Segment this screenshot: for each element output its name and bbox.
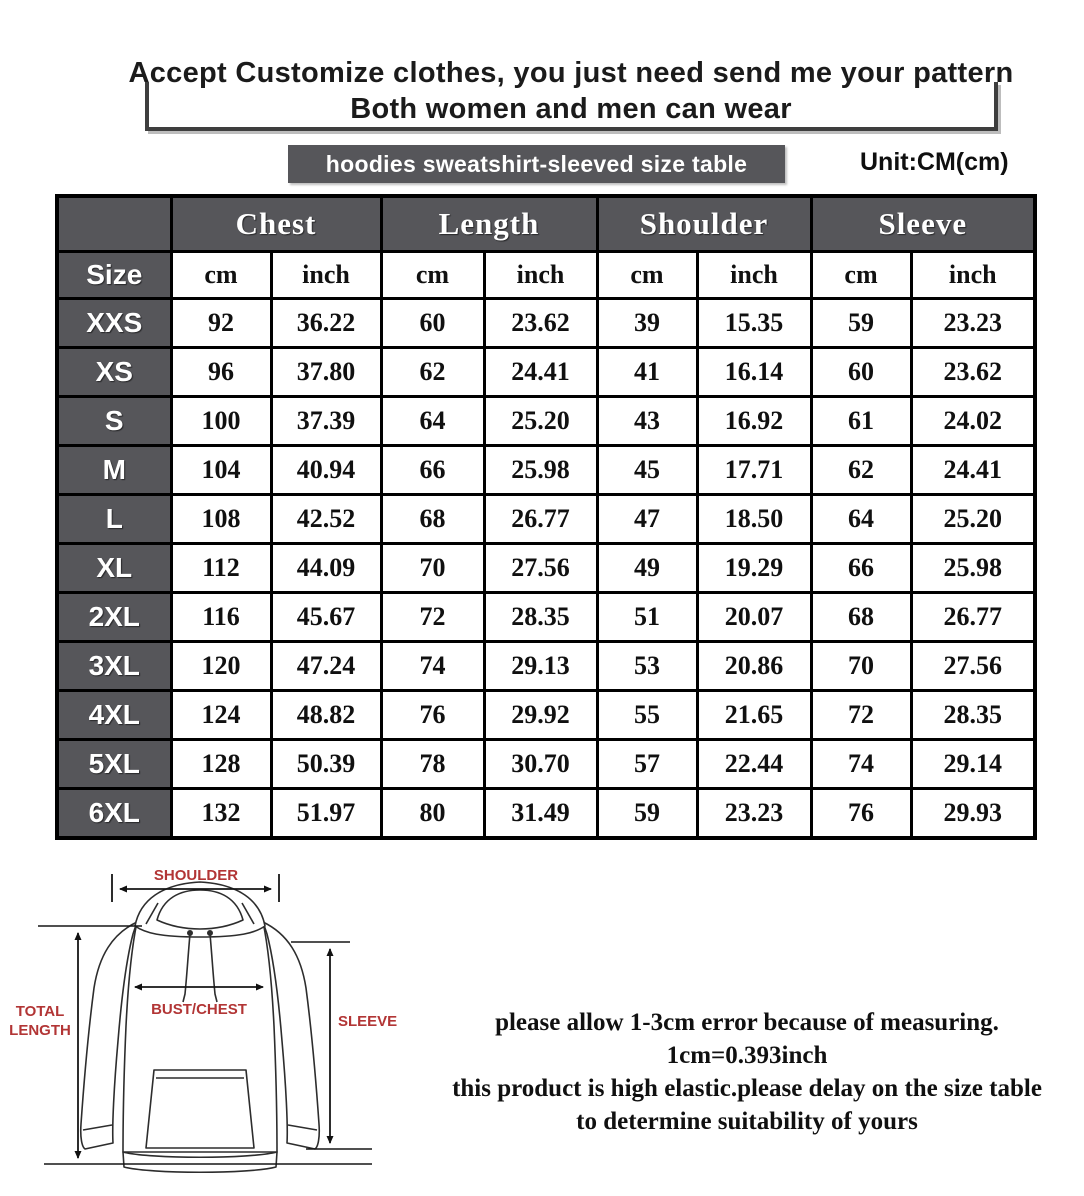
measurement-value: 59	[597, 789, 697, 839]
measurement-value: 30.70	[484, 740, 597, 789]
unit-header-inch: inch	[697, 252, 811, 299]
measurement-value: 15.35	[697, 299, 811, 348]
measurement-value: 128	[171, 740, 271, 789]
measurement-value: 17.71	[697, 446, 811, 495]
size-row-l	[57, 495, 1035, 544]
measurement-value: 25.20	[911, 495, 1035, 544]
size-row-4xl	[57, 691, 1035, 740]
measurement-value: 78	[381, 740, 484, 789]
measurement-value: 45.67	[271, 593, 381, 642]
measurement-value: 39	[597, 299, 697, 348]
measurement-value: 23.62	[484, 299, 597, 348]
measurement-value: 21.65	[697, 691, 811, 740]
measurement-value: 116	[171, 593, 271, 642]
heading-line-2: Both women and men can wear	[350, 93, 792, 125]
measurement-value: 25.98	[484, 446, 597, 495]
measurement-value: 23.23	[911, 299, 1035, 348]
measurement-value: 19.29	[697, 544, 811, 593]
measurement-value: 37.39	[271, 397, 381, 446]
measurement-value: 18.50	[697, 495, 811, 544]
shoulder-label: SHOULDER	[153, 867, 239, 884]
measurement-value: 74	[811, 740, 911, 789]
measurement-value: 64	[381, 397, 484, 446]
measurement-value: 36.22	[271, 299, 381, 348]
measurement-value: 108	[171, 495, 271, 544]
measurement-value: 51	[597, 593, 697, 642]
measurement-value: 72	[381, 593, 484, 642]
measurement-value: 23.62	[911, 348, 1035, 397]
table-title-banner: hoodies sweatshirt-sleeved size table	[288, 145, 785, 183]
measurement-value: 68	[811, 593, 911, 642]
measurement-value: 16.14	[697, 348, 811, 397]
measurement-value: 49	[597, 544, 697, 593]
size-row-2xl	[57, 593, 1035, 642]
measurement-value: 60	[381, 299, 484, 348]
measurement-value: 96	[171, 348, 271, 397]
heading-line-1: Accept Customize clothes, you just need send me your pattern	[128, 57, 1014, 89]
measurement-value: 53	[597, 642, 697, 691]
measurement-value: 66	[811, 544, 911, 593]
measurement-value: 44.09	[271, 544, 381, 593]
measurement-value: 76	[381, 691, 484, 740]
measurement-value: 76	[811, 789, 911, 839]
measurement-value: 47	[597, 495, 697, 544]
column-group-shoulder: Shoulder	[597, 196, 811, 252]
measurement-value: 26.77	[911, 593, 1035, 642]
measurement-value: 45	[597, 446, 697, 495]
size-label: XXS	[57, 299, 171, 348]
size-row-s	[57, 397, 1035, 446]
measurement-value: 70	[381, 544, 484, 593]
measurement-value: 29.14	[911, 740, 1035, 789]
measuring-notes	[410, 1006, 1084, 1138]
size-label: XL	[57, 544, 171, 593]
measurement-value: 48.82	[271, 691, 381, 740]
measurement-value: 40.94	[271, 446, 381, 495]
unit-header-inch: inch	[271, 252, 381, 299]
size-table-container	[55, 194, 1037, 840]
measurement-value: 22.44	[697, 740, 811, 789]
total-length-label-1: TOTAL	[15, 1003, 65, 1020]
note-line: to determine suitability of yours	[576, 1108, 918, 1135]
total-length-label-2: LENGTH	[9, 1022, 71, 1039]
column-group-chest: Chest	[171, 196, 381, 252]
size-label: 4XL	[57, 691, 171, 740]
size-row-xs	[57, 348, 1035, 397]
measurement-value: 31.49	[484, 789, 597, 839]
unit-header-cm: cm	[811, 252, 911, 299]
note-line: 1cm=0.393inch	[666, 1042, 828, 1069]
measurement-value: 112	[171, 544, 271, 593]
measurement-value: 24.41	[484, 348, 597, 397]
measurement-value: 28.35	[484, 593, 597, 642]
hoodie-body	[123, 910, 277, 1172]
measurement-value: 43	[597, 397, 697, 446]
measurement-value: 57	[597, 740, 697, 789]
unit-header-cm: cm	[171, 252, 271, 299]
measurement-value: 24.41	[911, 446, 1035, 495]
measurement-value: 29.92	[484, 691, 597, 740]
measurement-value: 60	[811, 348, 911, 397]
measurement-value: 23.23	[697, 789, 811, 839]
measurement-value: 28.35	[911, 691, 1035, 740]
measurement-value: 47.24	[271, 642, 381, 691]
sub-header-row	[57, 252, 1035, 299]
size-row-xl	[57, 544, 1035, 593]
unit-header-inch: inch	[484, 252, 597, 299]
size-label: M	[57, 446, 171, 495]
measurement-value: 51.97	[271, 789, 381, 839]
bust-chest-label: BUST/CHEST	[151, 1001, 247, 1018]
measurement-value: 104	[171, 446, 271, 495]
measurement-value: 61	[811, 397, 911, 446]
measurement-value: 62	[811, 446, 911, 495]
unit-header-inch: inch	[911, 252, 1035, 299]
size-label: 3XL	[57, 642, 171, 691]
measurement-value: 25.98	[911, 544, 1035, 593]
measurement-value: 25.20	[484, 397, 597, 446]
measurement-value: 64	[811, 495, 911, 544]
measurement-value: 16.92	[697, 397, 811, 446]
group-header-row	[57, 196, 1035, 252]
measurement-value: 124	[171, 691, 271, 740]
measurement-value: 55	[597, 691, 697, 740]
measurement-value: 29.93	[911, 789, 1035, 839]
size-row-m	[57, 446, 1035, 495]
unit-header-cm: cm	[597, 252, 697, 299]
size-label: XS	[57, 348, 171, 397]
measurement-value: 37.80	[271, 348, 381, 397]
size-row-xxs	[57, 299, 1035, 348]
measurement-value: 41	[597, 348, 697, 397]
sleeve-label: SLEEVE	[338, 1013, 398, 1030]
heading-bracket	[145, 82, 998, 131]
size-label: S	[57, 397, 171, 446]
size-label: 5XL	[57, 740, 171, 789]
size-label: 2XL	[57, 593, 171, 642]
measurement-value: 68	[381, 495, 484, 544]
measurement-value: 132	[171, 789, 271, 839]
measurement-value: 80	[381, 789, 484, 839]
note-line: this product is high elastic.please delay on the size table	[452, 1075, 1042, 1102]
measurement-value: 42.52	[271, 495, 381, 544]
measurement-value: 100	[171, 397, 271, 446]
measurement-value: 27.56	[484, 544, 597, 593]
size-label: L	[57, 495, 171, 544]
corner-cell	[57, 196, 171, 252]
measurement-value: 50.39	[271, 740, 381, 789]
measurement-value: 20.86	[697, 642, 811, 691]
unit-label: Unit:CM(cm)	[860, 148, 1009, 176]
measurement-value: 59	[811, 299, 911, 348]
size-table	[55, 194, 1037, 840]
measurement-value: 120	[171, 642, 271, 691]
column-group-length: Length	[381, 196, 597, 252]
size-row-5xl	[57, 740, 1035, 789]
size-label: 6XL	[57, 789, 171, 839]
size-row-6xl	[57, 789, 1035, 839]
column-group-sleeve: Sleeve	[811, 196, 1035, 252]
measurement-value: 62	[381, 348, 484, 397]
measurement-value: 27.56	[911, 642, 1035, 691]
measurement-value: 29.13	[484, 642, 597, 691]
measurement-value: 74	[381, 642, 484, 691]
size-column-header: Size	[57, 252, 171, 299]
measurement-value: 26.77	[484, 495, 597, 544]
hoodie-measurement-diagram	[0, 856, 430, 1196]
measurement-value: 66	[381, 446, 484, 495]
measurement-value: 70	[811, 642, 911, 691]
measurement-value: 72	[811, 691, 911, 740]
measurement-value: 92	[171, 299, 271, 348]
measurement-value: 20.07	[697, 593, 811, 642]
size-row-3xl	[57, 642, 1035, 691]
unit-header-cm: cm	[381, 252, 484, 299]
note-line: please allow 1-3cm error because of measuring.	[495, 1009, 999, 1036]
measurement-value: 24.02	[911, 397, 1035, 446]
